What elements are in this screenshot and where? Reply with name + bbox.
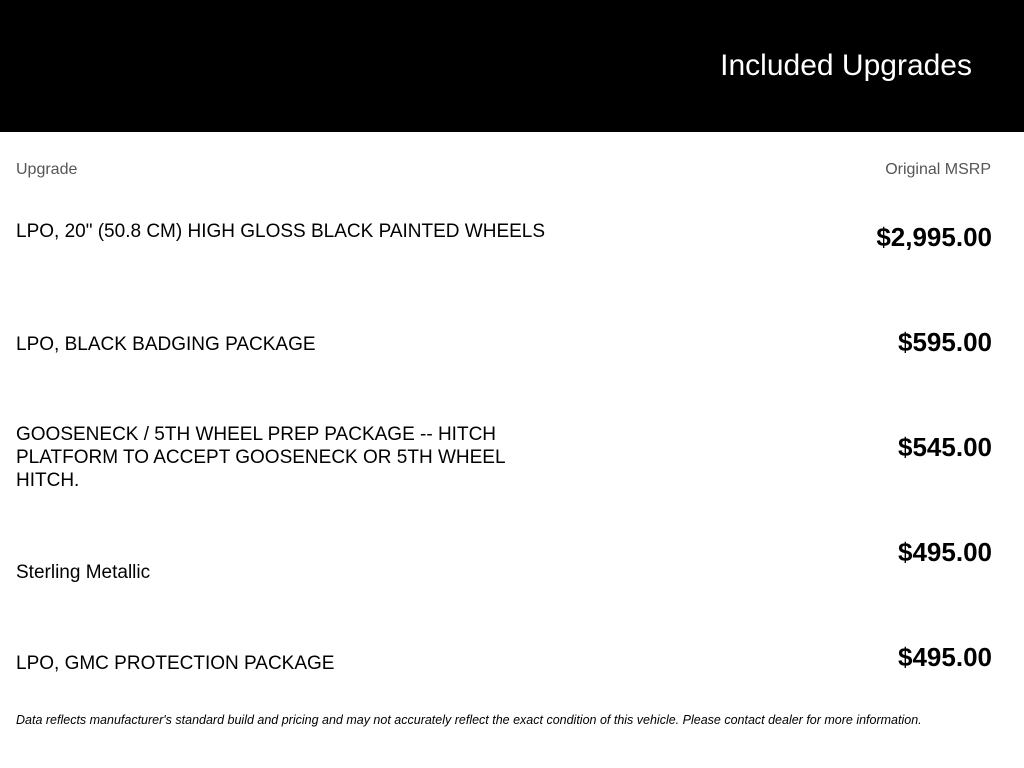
upgrade-name: LPO, BLACK BADGING PACKAGE xyxy=(16,334,316,355)
upgrade-row xyxy=(16,323,992,413)
column-header-msrp: Original MSRP xyxy=(885,161,991,178)
upgrade-row xyxy=(16,533,992,623)
page-title: Included Upgrades xyxy=(720,49,972,82)
disclaimer-text: Data reflects manufacturer's standard build and pricing and may not accurately reflect the exact condition of this vehicle. Please contact dealer for more information. xyxy=(16,713,922,727)
upgrade-row xyxy=(16,218,992,308)
upgrade-name: GOOSENECK / 5TH WHEEL PREP PACKAGE -- HITCH PLATFORM TO ACCEPT GOOSENECK OR 5TH WHEEL HITCH. xyxy=(16,424,505,491)
upgrade-price: $495.00 xyxy=(898,537,992,567)
upgrade-price: $495.00 xyxy=(898,642,992,672)
upgrade-price: $2,995.00 xyxy=(876,222,992,252)
upgrade-price: $595.00 xyxy=(898,327,992,357)
column-header-upgrade: Upgrade xyxy=(16,161,78,178)
upgrade-name: Sterling Metallic xyxy=(16,562,151,583)
header-banner xyxy=(0,0,1024,132)
upgrade-name: LPO, GMC PROTECTION PACKAGE xyxy=(16,653,335,674)
upgrade-price: $545.00 xyxy=(898,432,992,462)
upgrade-row xyxy=(16,423,992,513)
upgrade-name: LPO, 20" (50.8 CM) HIGH GLOSS BLACK PAINTED WHEELS xyxy=(16,221,546,242)
